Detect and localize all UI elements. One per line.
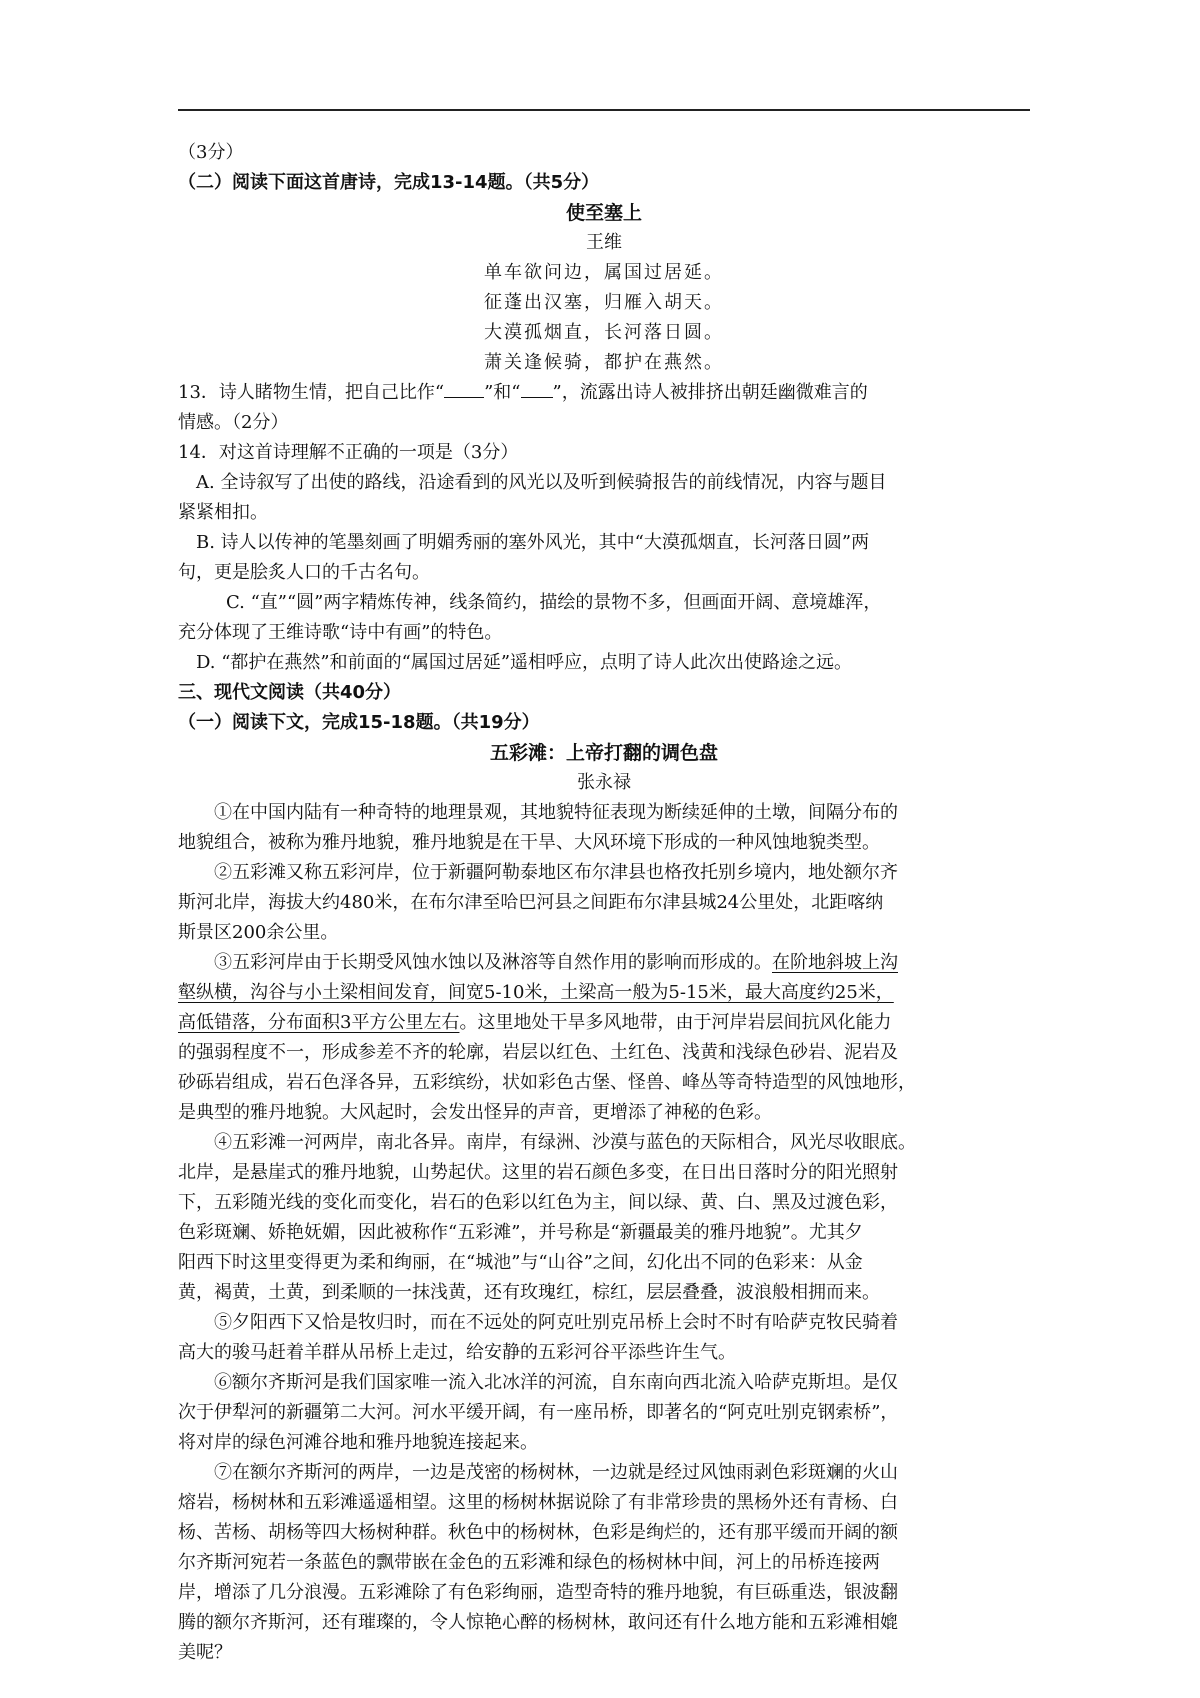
paragraph-line: 将对岸的绿色河滩谷地和雅丹地貌连接起来。	[178, 1432, 538, 1453]
paragraph-line: 腾的额尔齐斯河，还有璀璨的，令人惊艳心醉的杨树林，敢问还有什么地方能和五彩滩相媲	[178, 1612, 898, 1633]
paragraph-line: 尔齐斯河宛若一条蓝色的飘带嵌在金色的五彩滩和绿色的杨树林中间，河上的吊桥连接两	[178, 1552, 880, 1573]
question-14-stem: 14．对这首诗理解不正确的一项是（3分）	[178, 442, 519, 463]
poem-body	[178, 258, 1030, 378]
paragraph-3	[178, 948, 1030, 1128]
article-title: 五彩滩：上帝打翻的调色盘	[489, 742, 718, 764]
q13-text: ”和“	[484, 382, 521, 403]
poem-line: 萧关逢候骑，都护在燕然。	[484, 352, 724, 373]
paragraph-line	[178, 978, 1030, 1008]
underlined-text: 高低错落，分布面积3平方公里左右	[178, 1012, 460, 1033]
paragraph-line: ②五彩滩又称五彩河岸，位于新疆阿勒泰地区布尔津县也格孜托别乡境内，地处额尔齐	[214, 862, 898, 883]
paragraph-line: 熔岩，杨树林和五彩滩遥遥相望。这里的杨树林据说除了有非常珍贵的黑杨外还有青杨、白	[178, 1492, 898, 1513]
article-author: 张永禄	[577, 772, 631, 793]
paragraph-line: 北岸，是悬崖式的雅丹地貌，山势起伏。这里的岩石颜色多变，在日出日落时分的阳光照射	[178, 1162, 898, 1183]
option-d: D. “都护在燕然”和前面的“属国过居延”遥相呼应，点明了诗人此次出使路途之远。	[196, 652, 853, 673]
section2-heading: （二）阅读下面这首唐诗，完成13-14题。（共5分）	[178, 172, 600, 193]
option-a: A. 全诗叙写了出使的路线，沿途看到的风光以及听到候骑报告的前线情况，内容与题目	[196, 472, 887, 493]
paragraph-line: 斯河北岸，海拔大约480米，在布尔津至哈巴河县之间距布尔津县城24公里处，北距喀纳	[178, 892, 884, 913]
paragraph-line: 砂砾岩组成，岩石色泽各异，五彩缤纷，状如彩色古堡、怪兽、峰丛等奇特造型的风蚀地形，	[178, 1072, 916, 1093]
paragraph-line: 阳西下时这里变得更为柔和绚丽，在“城池”与“山谷”之间，幻化出不同的色彩来：从金	[178, 1252, 863, 1273]
paragraph-4	[178, 1128, 1030, 1308]
option-b-continued: 句，更是脍炙人口的千古名句。	[178, 562, 430, 583]
option-c: C. “直”“圆”两字精炼传神，线条简约，描绘的景物不多，但画面开阔、意境雄浑，	[226, 592, 882, 613]
poem-line: 大漠孤烟直，长河落日圆。	[484, 322, 724, 343]
header-rule	[178, 109, 1030, 111]
paragraph-line: 次于伊犁河的新疆第二大河。河水平缓开阔，有一座吊桥，即著名的“阿克吐别克钢索桥”，	[178, 1402, 899, 1423]
paragraph-line	[178, 1008, 1030, 1038]
poem-title: 使至塞上	[565, 202, 642, 224]
option-a-continued: 紧紧相扣。	[178, 502, 268, 523]
paragraph-line: ⑦在额尔齐斯河的两岸，一边是茂密的杨树林，一边就是经过风蚀雨剥色彩斑斓的火山	[214, 1462, 898, 1483]
paragraph-2	[178, 858, 1030, 948]
paragraph-line: 的强弱程度不一，形成参差不齐的轮廓，岩层以红色、土红色、浅黄和浅绿色砂岩、泥岩及	[178, 1042, 898, 1063]
document-body	[178, 138, 1030, 1668]
paragraph-6	[178, 1368, 1030, 1458]
paragraph-line: 黄，褐黄，土黄，到柔顺的一抹浅黄，还有玫瑰红，棕红，层层叠叠，波浪般相拥而来。	[178, 1282, 880, 1303]
paragraph-line: ⑥额尔齐斯河是我们国家唯一流入北冰洋的河流，自东南向西北流入哈萨克斯坦。是仅	[214, 1372, 898, 1393]
paragraph-line: 美呢？	[178, 1642, 232, 1663]
paragraph-line: 色彩斑斓、娇艳妩媚，因此被称作“五彩滩”，并号称是“新疆最美的雅丹地貌”。尤其夕	[178, 1222, 863, 1243]
q13-continued: 情感。（2分）	[178, 412, 289, 433]
top-score: （3分）	[178, 142, 244, 163]
underlined-text: 壑纵横，沟谷与小土梁相间发育，间宽5-10米，土梁高一般为5-15米，最大高度约25米，	[178, 982, 894, 1003]
paragraph-7	[178, 1458, 1030, 1668]
paragraph-line: 下，五彩随光线的变化而变化，岩石的色彩以红色为主，间以绿、黄、白、黑及过渡色彩，	[178, 1192, 898, 1213]
paragraph-line: ⑤夕阳西下又恰是牧归时，而在不远处的阿克吐别克吊桥上会时不时有哈萨克牧民骑着	[214, 1312, 898, 1333]
paragraph-line: 高大的骏马赶着羊群从吊桥上走过，给安静的五彩河谷平添些许生气。	[178, 1342, 736, 1363]
paragraph-line: ④五彩滩一河两岸，南北各异。南岸，有绿洲、沙漠与蓝色的天际相合，风光尽收眼底。	[214, 1132, 916, 1153]
poem-line: 单车欲问边，属国过居延。	[484, 262, 724, 283]
paragraph-1	[178, 798, 1030, 858]
option-b: B. 诗人以传神的笔墨刻画了明媚秀丽的塞外风光，其中“大漠孤烟直，长河落日圆”两	[196, 532, 870, 553]
section3-heading: 三、现代文阅读（共40分）	[178, 682, 402, 703]
paragraph-line	[178, 948, 1030, 978]
paragraph-line: 斯景区200余公里。	[178, 922, 339, 943]
plain-text: 。这里地处干旱多风地带，由于河岸岩层间抗风化能力	[459, 1012, 892, 1033]
question-13	[178, 378, 1030, 408]
paragraph-line: 杨、苦杨、胡杨等四大杨树种群。秋色中的杨树林，色彩是绚烂的，还有那平缓而开阔的额	[178, 1522, 898, 1543]
underlined-text: 在阶地斜坡上沟	[772, 952, 898, 973]
q13-text: ”，流露出诗人被排挤出朝廷幽微难言的	[552, 382, 868, 403]
paragraph-line: 岸，增添了几分浪漫。五彩滩除了有色彩绚丽，造型奇特的雅丹地貌，有巨砾重迭，银波翻	[178, 1582, 898, 1603]
paragraph-line: ①在中国内陆有一种奇特的地理景观，其地貌特征表现为断续延伸的土墩，间隔分布的	[214, 802, 898, 823]
poem-line: 征蓬出汉塞，归雁入胡天。	[484, 292, 724, 313]
answer-blank-2[interactable]	[521, 379, 553, 398]
q13-text: 13．诗人睹物生情，把自己比作“	[178, 382, 445, 403]
plain-text: ③五彩河岸由于长期受风蚀水蚀以及淋溶等自然作用的影响而形成的。	[214, 952, 772, 973]
option-c-continued: 充分体现了王维诗歌“诗中有画”的特色。	[178, 622, 503, 643]
paragraph-line: 是典型的雅丹地貌。大风起时，会发出怪异的声音，更增添了神秘的色彩。	[178, 1102, 772, 1123]
paragraph-line: 地貌组合，被称为雅丹地貌，雅丹地貌是在干旱、大风环境下形成的一种风蚀地貌类型。	[178, 832, 880, 853]
poem-author: 王维	[586, 232, 622, 253]
answer-blank-1[interactable]	[444, 379, 484, 398]
subsection1-heading: （一）阅读下文，完成15-18题。（共19分）	[178, 712, 540, 733]
paragraph-5	[178, 1308, 1030, 1368]
